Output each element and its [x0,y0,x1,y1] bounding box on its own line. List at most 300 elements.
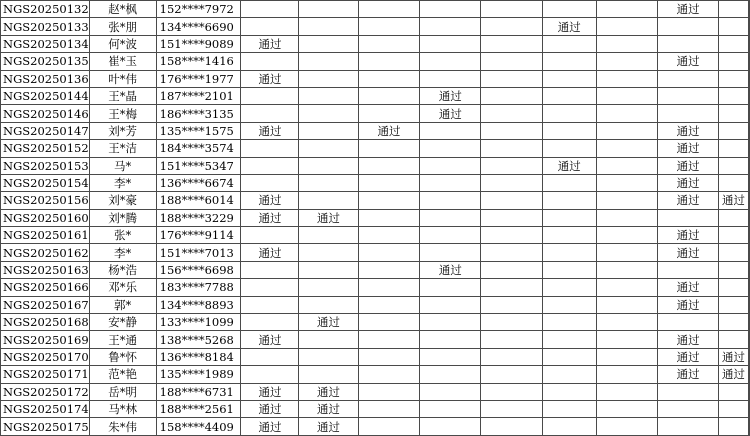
cell-result[interactable] [241,87,299,104]
cell-result[interactable]: 通过 [542,18,596,35]
cell-name[interactable]: 崔*玉 [89,53,156,70]
cell-name[interactable]: 鲁*怀 [89,348,156,365]
cell-result[interactable] [358,87,420,104]
cell-result[interactable] [299,1,358,18]
cell-empty[interactable] [749,53,750,70]
cell-result[interactable] [481,314,542,331]
cell-name[interactable]: 朱*伟 [89,418,156,435]
cell-result[interactable] [596,53,657,70]
cell-result[interactable] [299,35,358,52]
cell-result[interactable] [596,314,657,331]
cell-result[interactable] [719,209,749,226]
cell-result[interactable] [542,87,596,104]
cell-result[interactable] [358,383,420,400]
cell-result[interactable] [481,261,542,278]
cell-result[interactable] [358,209,420,226]
cell-result[interactable]: 通过 [241,331,299,348]
cell-name[interactable]: 王*洁 [89,140,156,157]
cell-result[interactable] [241,314,299,331]
cell-empty[interactable] [749,192,750,209]
cell-result[interactable]: 通过 [241,244,299,261]
cell-result[interactable] [420,122,481,139]
cell-name[interactable]: 李* [89,244,156,261]
cell-phone[interactable]: 183****7788 [156,279,241,296]
cell-result[interactable] [719,105,749,122]
cell-result[interactable] [596,227,657,244]
cell-result[interactable] [596,174,657,191]
cell-result[interactable]: 通过 [658,53,719,70]
cell-result[interactable]: 通过 [658,174,719,191]
cell-result[interactable] [596,87,657,104]
cell-result[interactable] [542,105,596,122]
cell-id[interactable]: NGS20250132 [1,1,90,18]
cell-id[interactable]: NGS20250152 [1,140,90,157]
cell-name[interactable]: 范*艳 [89,366,156,383]
cell-result[interactable] [420,140,481,157]
cell-name[interactable]: 马*林 [89,400,156,417]
cell-id[interactable]: NGS20250172 [1,383,90,400]
cell-result[interactable] [481,348,542,365]
cell-result[interactable] [481,140,542,157]
cell-phone[interactable]: 151****5347 [156,157,241,174]
cell-result[interactable] [299,70,358,87]
cell-result[interactable] [719,331,749,348]
cell-result[interactable] [542,296,596,313]
cell-result[interactable]: 通过 [299,209,358,226]
cell-name[interactable]: 安*静 [89,314,156,331]
cell-phone[interactable]: 138****5268 [156,331,241,348]
cell-result[interactable]: 通过 [658,140,719,157]
cell-result[interactable]: 通过 [658,1,719,18]
cell-name[interactable]: 邓*乐 [89,279,156,296]
cell-phone[interactable]: 151****9089 [156,35,241,52]
cell-result[interactable]: 通过 [658,192,719,209]
cell-phone[interactable]: 158****4409 [156,418,241,435]
cell-name[interactable]: 张*朋 [89,18,156,35]
cell-phone[interactable]: 188****3229 [156,209,241,226]
cell-id[interactable]: NGS20250167 [1,296,90,313]
cell-result[interactable] [481,296,542,313]
cell-result[interactable] [358,279,420,296]
cell-id[interactable]: NGS20250156 [1,192,90,209]
cell-result[interactable] [241,348,299,365]
cell-result[interactable] [542,314,596,331]
cell-id[interactable]: NGS20250160 [1,209,90,226]
cell-result[interactable] [658,261,719,278]
cell-result[interactable] [596,261,657,278]
cell-result[interactable] [358,192,420,209]
cell-result[interactable] [241,366,299,383]
cell-result[interactable] [596,140,657,157]
cell-result[interactable] [299,227,358,244]
cell-result[interactable] [542,279,596,296]
cell-phone[interactable]: 136****8184 [156,348,241,365]
cell-result[interactable] [299,174,358,191]
cell-result[interactable] [241,53,299,70]
cell-result[interactable] [596,383,657,400]
cell-result[interactable] [658,400,719,417]
cell-result[interactable] [358,18,420,35]
cell-result[interactable] [542,174,596,191]
cell-result[interactable] [542,244,596,261]
cell-id[interactable]: NGS20250135 [1,53,90,70]
cell-empty[interactable] [749,227,750,244]
cell-result[interactable] [658,87,719,104]
cell-result[interactable] [542,1,596,18]
cell-name[interactable]: 王*晶 [89,87,156,104]
cell-id[interactable]: NGS20250162 [1,244,90,261]
cell-id[interactable]: NGS20250146 [1,105,90,122]
cell-name[interactable]: 李* [89,174,156,191]
cell-result[interactable] [596,348,657,365]
cell-result[interactable] [420,279,481,296]
cell-result[interactable] [358,70,420,87]
cell-id[interactable]: NGS20250169 [1,331,90,348]
cell-result[interactable] [542,400,596,417]
cell-result[interactable]: 通过 [420,105,481,122]
cell-result[interactable] [542,383,596,400]
cell-result[interactable] [241,157,299,174]
cell-result[interactable]: 通过 [542,157,596,174]
cell-result[interactable] [241,227,299,244]
cell-name[interactable]: 刘*豪 [89,192,156,209]
cell-result[interactable] [358,227,420,244]
cell-result[interactable] [299,296,358,313]
cell-result[interactable] [481,35,542,52]
cell-result[interactable] [481,53,542,70]
cell-result[interactable] [719,122,749,139]
cell-result[interactable] [481,383,542,400]
cell-phone[interactable]: 134****6690 [156,18,241,35]
cell-result[interactable] [596,209,657,226]
cell-result[interactable] [596,157,657,174]
cell-result[interactable] [719,53,749,70]
cell-result[interactable] [719,18,749,35]
cell-result[interactable] [358,331,420,348]
cell-result[interactable] [481,209,542,226]
cell-result[interactable] [358,244,420,261]
cell-result[interactable] [420,331,481,348]
cell-result[interactable] [542,227,596,244]
cell-result[interactable] [481,244,542,261]
cell-empty[interactable] [749,261,750,278]
cell-result[interactable]: 通过 [241,400,299,417]
cell-result[interactable]: 通过 [658,348,719,365]
cell-result[interactable] [481,400,542,417]
cell-result[interactable] [596,279,657,296]
cell-result[interactable] [481,18,542,35]
cell-result[interactable] [596,192,657,209]
cell-result[interactable] [358,296,420,313]
cell-empty[interactable] [749,1,750,18]
cell-result[interactable] [481,279,542,296]
cell-result[interactable] [658,383,719,400]
cell-result[interactable] [719,1,749,18]
cell-result[interactable]: 通过 [658,227,719,244]
cell-phone[interactable]: 156****6698 [156,261,241,278]
cell-result[interactable] [719,70,749,87]
cell-result[interactable] [542,53,596,70]
cell-id[interactable]: NGS20250175 [1,418,90,435]
cell-empty[interactable] [749,279,750,296]
cell-result[interactable] [719,383,749,400]
cell-result[interactable] [481,366,542,383]
cell-result[interactable]: 通过 [358,122,420,139]
cell-result[interactable] [420,35,481,52]
cell-phone[interactable]: 184****3574 [156,140,241,157]
cell-id[interactable]: NGS20250147 [1,122,90,139]
cell-result[interactable] [658,35,719,52]
cell-empty[interactable] [749,105,750,122]
cell-phone[interactable]: 188****6731 [156,383,241,400]
cell-result[interactable]: 通过 [420,261,481,278]
cell-result[interactable] [420,192,481,209]
cell-phone[interactable]: 136****6674 [156,174,241,191]
cell-phone[interactable]: 188****2561 [156,400,241,417]
cell-id[interactable]: NGS20250134 [1,35,90,52]
cell-result[interactable] [719,244,749,261]
cell-result[interactable] [420,400,481,417]
cell-result[interactable] [241,279,299,296]
cell-result[interactable] [596,244,657,261]
cell-result[interactable] [358,53,420,70]
cell-empty[interactable] [749,400,750,417]
cell-result[interactable] [719,296,749,313]
cell-empty[interactable] [749,174,750,191]
cell-result[interactable]: 通过 [658,331,719,348]
cell-name[interactable]: 张* [89,227,156,244]
cell-result[interactable] [241,296,299,313]
cell-result[interactable]: 通过 [719,192,749,209]
cell-phone[interactable]: 152****7972 [156,1,241,18]
cell-result[interactable] [596,331,657,348]
cell-result[interactable]: 通过 [719,366,749,383]
cell-id[interactable]: NGS20250171 [1,366,90,383]
cell-result[interactable] [299,105,358,122]
cell-result[interactable] [299,18,358,35]
cell-result[interactable]: 通过 [658,157,719,174]
cell-result[interactable] [481,227,542,244]
cell-result[interactable] [241,105,299,122]
cell-result[interactable] [241,140,299,157]
cell-result[interactable] [481,331,542,348]
cell-name[interactable]: 王*通 [89,331,156,348]
cell-result[interactable] [299,331,358,348]
cell-result[interactable] [420,157,481,174]
cell-result[interactable] [658,209,719,226]
cell-empty[interactable] [749,366,750,383]
cell-result[interactable] [542,122,596,139]
cell-name[interactable]: 郭* [89,296,156,313]
cell-result[interactable] [596,366,657,383]
cell-result[interactable] [358,261,420,278]
cell-result[interactable] [420,174,481,191]
cell-result[interactable] [596,105,657,122]
cell-result[interactable] [358,174,420,191]
cell-result[interactable]: 通过 [719,348,749,365]
cell-id[interactable]: NGS20250133 [1,18,90,35]
cell-empty[interactable] [749,18,750,35]
cell-result[interactable]: 通过 [241,70,299,87]
cell-result[interactable] [542,209,596,226]
cell-result[interactable] [481,105,542,122]
cell-result[interactable] [358,366,420,383]
cell-result[interactable] [719,279,749,296]
cell-empty[interactable] [749,70,750,87]
cell-result[interactable] [719,157,749,174]
cell-result[interactable]: 通过 [241,192,299,209]
cell-result[interactable] [719,261,749,278]
cell-result[interactable] [358,157,420,174]
cell-empty[interactable] [749,140,750,157]
cell-phone[interactable]: 188****6014 [156,192,241,209]
cell-result[interactable]: 通过 [299,400,358,417]
cell-result[interactable] [358,140,420,157]
cell-id[interactable]: NGS20250144 [1,87,90,104]
cell-result[interactable]: 通过 [241,418,299,435]
cell-result[interactable] [420,227,481,244]
cell-phone[interactable]: 135****1575 [156,122,241,139]
cell-result[interactable] [299,279,358,296]
cell-result[interactable]: 通过 [299,383,358,400]
cell-phone[interactable]: 135****1989 [156,366,241,383]
cell-id[interactable]: NGS20250154 [1,174,90,191]
cell-result[interactable] [481,122,542,139]
cell-result[interactable] [420,209,481,226]
cell-result[interactable] [420,348,481,365]
cell-result[interactable] [358,400,420,417]
cell-id[interactable]: NGS20250153 [1,157,90,174]
cell-result[interactable] [719,87,749,104]
cell-result[interactable] [420,53,481,70]
cell-result[interactable] [542,140,596,157]
cell-result[interactable]: 通过 [299,314,358,331]
cell-result[interactable] [420,296,481,313]
cell-empty[interactable] [749,348,750,365]
cell-empty[interactable] [749,244,750,261]
cell-result[interactable] [596,400,657,417]
cell-result[interactable] [596,296,657,313]
cell-result[interactable]: 通过 [420,87,481,104]
cell-result[interactable]: 通过 [241,35,299,52]
cell-empty[interactable] [749,331,750,348]
cell-phone[interactable]: 176****9114 [156,227,241,244]
cell-result[interactable] [719,35,749,52]
cell-result[interactable] [719,314,749,331]
cell-result[interactable] [358,105,420,122]
cell-result[interactable] [542,366,596,383]
cell-result[interactable] [481,192,542,209]
cell-result[interactable] [420,1,481,18]
cell-result[interactable]: 通过 [658,279,719,296]
cell-result[interactable]: 通过 [241,122,299,139]
cell-result[interactable] [241,18,299,35]
cell-name[interactable]: 马* [89,157,156,174]
cell-result[interactable] [420,314,481,331]
cell-result[interactable] [299,348,358,365]
cell-result[interactable] [719,227,749,244]
cell-name[interactable]: 赵*枫 [89,1,156,18]
cell-result[interactable] [420,244,481,261]
cell-id[interactable]: NGS20250170 [1,348,90,365]
cell-empty[interactable] [749,35,750,52]
cell-result[interactable] [481,157,542,174]
cell-result[interactable] [299,157,358,174]
cell-id[interactable]: NGS20250174 [1,400,90,417]
cell-result[interactable] [596,1,657,18]
cell-result[interactable] [299,87,358,104]
cell-result[interactable] [719,140,749,157]
cell-result[interactable] [299,244,358,261]
cell-result[interactable] [481,87,542,104]
cell-phone[interactable]: 158****1416 [156,53,241,70]
cell-result[interactable] [358,348,420,365]
cell-result[interactable] [420,18,481,35]
cell-result[interactable] [542,70,596,87]
cell-name[interactable]: 杨*浩 [89,261,156,278]
cell-result[interactable]: 通过 [299,418,358,435]
cell-result[interactable] [358,1,420,18]
cell-result[interactable] [481,174,542,191]
cell-result[interactable] [299,261,358,278]
cell-id[interactable]: NGS20250168 [1,314,90,331]
cell-result[interactable] [241,261,299,278]
cell-result[interactable] [596,70,657,87]
cell-result[interactable] [658,18,719,35]
cell-id[interactable]: NGS20250161 [1,227,90,244]
cell-name[interactable]: 刘*腾 [89,209,156,226]
cell-empty[interactable] [749,296,750,313]
cell-result[interactable] [299,192,358,209]
cell-result[interactable] [658,70,719,87]
cell-phone[interactable]: 151****7013 [156,244,241,261]
cell-id[interactable]: NGS20250163 [1,261,90,278]
cell-result[interactable] [241,174,299,191]
cell-id[interactable]: NGS20250166 [1,279,90,296]
cell-result[interactable] [658,314,719,331]
cell-id[interactable]: NGS20250136 [1,70,90,87]
cell-empty[interactable] [749,122,750,139]
cell-name[interactable]: 岳*明 [89,383,156,400]
cell-result[interactable]: 通过 [241,209,299,226]
cell-empty[interactable] [749,157,750,174]
cell-name[interactable]: 王*梅 [89,105,156,122]
cell-result[interactable] [658,105,719,122]
cell-phone[interactable]: 187****2101 [156,87,241,104]
cell-result[interactable] [420,366,481,383]
cell-result[interactable] [299,122,358,139]
cell-result[interactable]: 通过 [658,296,719,313]
cell-result[interactable] [719,174,749,191]
cell-result[interactable] [596,35,657,52]
cell-name[interactable]: 叶*伟 [89,70,156,87]
cell-result[interactable] [596,122,657,139]
cell-result[interactable] [241,1,299,18]
cell-result[interactable] [420,70,481,87]
cell-name[interactable]: 何*波 [89,35,156,52]
cell-phone[interactable]: 133****1099 [156,314,241,331]
cell-result[interactable] [542,348,596,365]
cell-result[interactable] [481,70,542,87]
cell-result[interactable] [542,192,596,209]
cell-result[interactable]: 通过 [658,122,719,139]
cell-result[interactable] [358,35,420,52]
cell-result[interactable]: 通过 [241,383,299,400]
cell-empty[interactable] [749,383,750,400]
cell-result[interactable] [542,261,596,278]
cell-result[interactable] [719,400,749,417]
cell-result[interactable] [481,1,542,18]
